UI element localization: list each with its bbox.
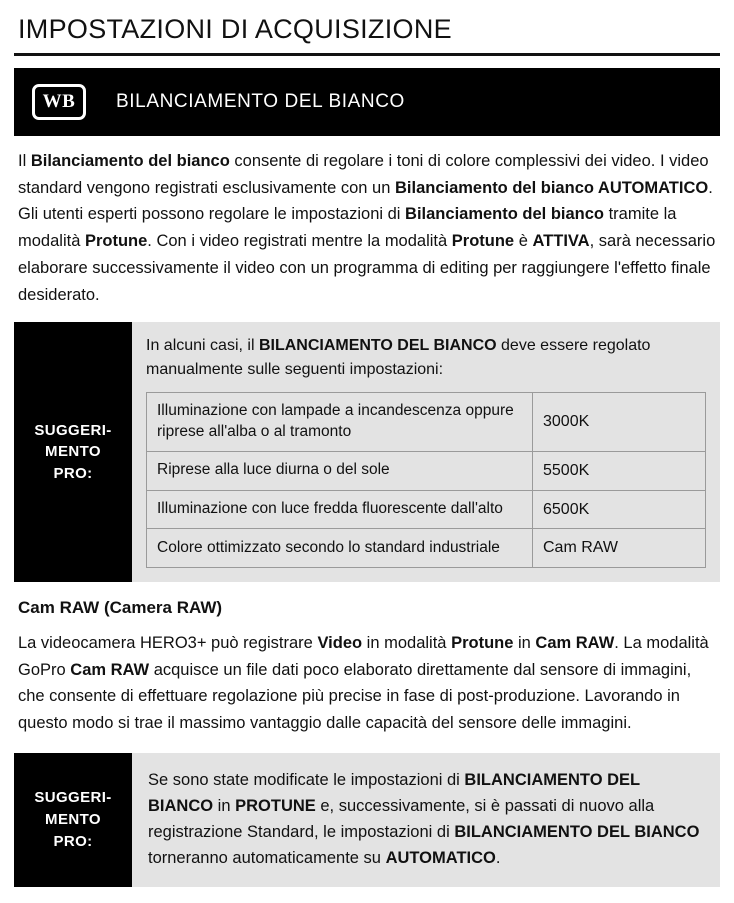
section-header xyxy=(14,68,720,136)
pro-tip-body xyxy=(132,322,720,582)
pro-tip-intro: In alcuni casi, il BILANCIAMENTO DEL BIANCO deve essere regolato manualmente sulle seguenti impostazioni: xyxy=(146,337,651,379)
setting-description: Illuminazione con luce fredda fluorescente dall'alto xyxy=(147,490,533,529)
pro-tip-label-line-1: SUGGERI- xyxy=(34,421,112,439)
settings-table-body xyxy=(147,393,706,568)
white-balance-icon xyxy=(32,84,86,120)
setting-value: 3000K xyxy=(533,393,706,452)
pro-tip-label xyxy=(14,322,132,582)
pro-tip-label-line-3: PRO: xyxy=(53,465,93,482)
pro-tip-body xyxy=(132,753,720,887)
page-title: IMPOSTAZIONI DI ACQUISIZIONE xyxy=(18,14,452,44)
table-row xyxy=(147,490,706,529)
setting-value: 5500K xyxy=(533,452,706,491)
cam-raw-heading: Cam RAW (Camera RAW) xyxy=(18,597,223,617)
setting-description: Illuminazione con lampade a incandescenza oppure riprese all'alba o al tramonto xyxy=(147,393,533,452)
white-balance-settings-table xyxy=(146,392,706,568)
pro-tip-block-settings xyxy=(14,322,720,582)
pro-tip-note: Se sono state modificate le impostazioni di BILANCIAMENTO DEL BIANCO in PROTUNE e, successivamente, si è passati di nuovo alla registrazione Standard, le impostazioni di BILANCIAMENTO DEL BIANCO torneranno automaticamente su AUTOMATICO. xyxy=(148,770,700,867)
intro-paragraph: Il Bilanciamento del bianco consente di regolare i toni di colore complessivi dei video. I video standard vengono registrati esclusivamente con un Bilanciamento del bianco AUTOMATICO. Gli utenti esperti possono regolare le impostazioni di Bilanciamento del bianco tramite la modalità Protune. Con i video registrati mentre la modalità Protune è ATTIVA, sarà necessario elaborare successivamente il video con un programma di editing per raggiungere l'effetto finale desiderato. xyxy=(18,152,716,304)
pro-tip-label-line-1: SUGGERI- xyxy=(34,789,112,807)
setting-value: 6500K xyxy=(533,490,706,529)
setting-value: Cam RAW xyxy=(533,529,706,568)
pro-tip-label-line-2: MENTO xyxy=(45,811,101,829)
pro-tip-label-line-3: PRO: xyxy=(53,832,93,850)
table-row xyxy=(147,452,706,491)
cam-raw-paragraph: La videocamera HERO3+ può registrare Video in modalità Protune in Cam RAW. La modalità GoPro Cam RAW acquisce un file dati poco elaborato direttamente dal sensore di immagini, che consente di effettuare regolazione più precise in fase di post-produzione. Lavorando in questo modo si trae il massimo vantaggio dalle capacità del sensore delle immagini. xyxy=(18,633,709,733)
pro-tip-label-line-2: MENTO xyxy=(45,443,101,461)
pro-tip-label xyxy=(14,753,132,887)
title-divider xyxy=(14,53,720,56)
section-title: BILANCIAMENTO DEL BIANCO xyxy=(116,91,405,112)
setting-description: Colore ottimizzato secondo lo standard industriale xyxy=(147,529,533,568)
white-balance-icon-label: WB xyxy=(42,91,76,112)
setting-description: Riprese alla luce diurna o del sole xyxy=(147,452,533,491)
pro-tip-block-note xyxy=(14,753,720,887)
table-row xyxy=(147,393,706,452)
table-row xyxy=(147,529,706,568)
